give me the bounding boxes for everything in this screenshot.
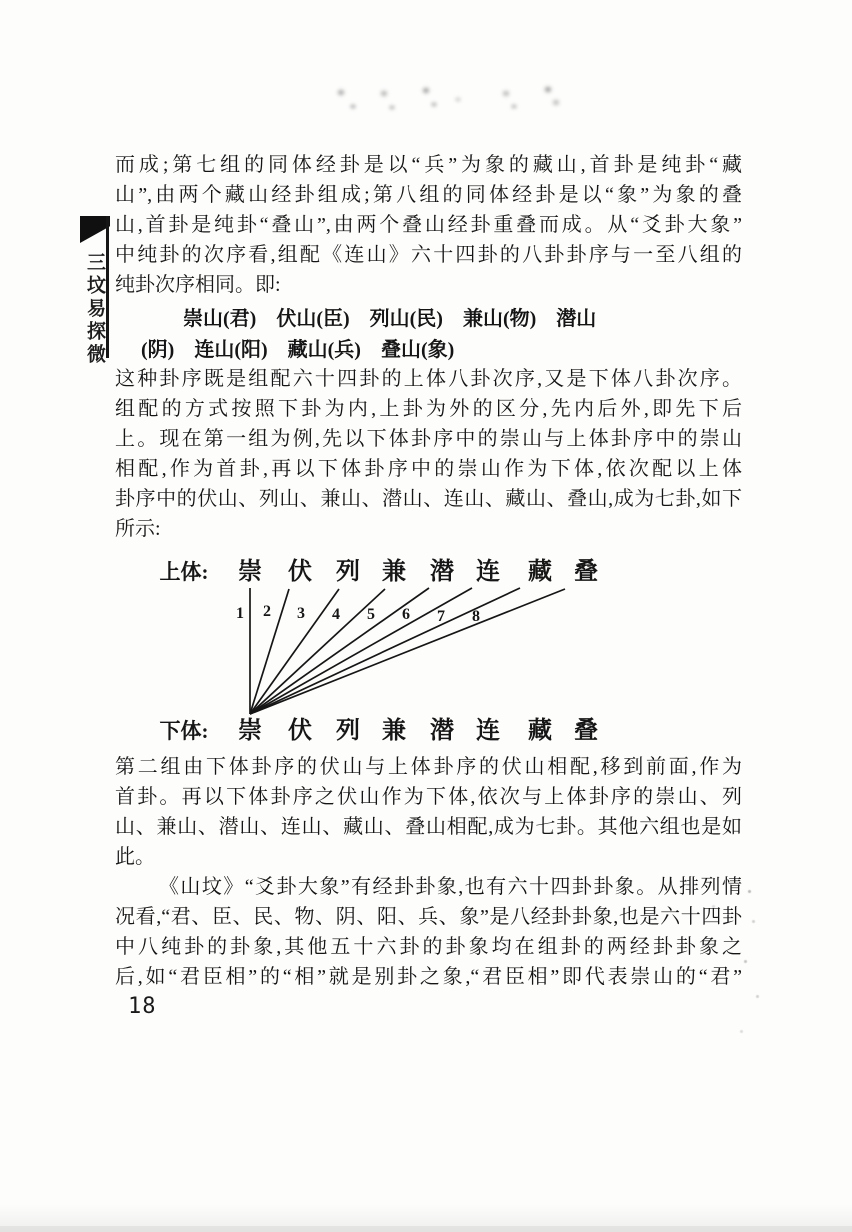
- book-title-vertical: 三坟易探微: [84, 252, 105, 367]
- mapping-line-7: [250, 588, 520, 714]
- upper-trigram-3: 列: [336, 559, 360, 585]
- lower-trigram-5: 潜: [430, 718, 454, 744]
- line-number-3: 3: [297, 605, 305, 622]
- text-line: 山”,由两个藏山经卦组成;第八组的同体经卦是以“象”为象的叠: [115, 184, 742, 206]
- line-number-5: 5: [367, 606, 375, 623]
- paragraph-3: [115, 752, 742, 872]
- text-line: 后,如“君臣相”的“相”就是别卦之象,“君臣相”即代表崇山的“君”: [115, 966, 742, 988]
- lower-trigram-6: 连: [476, 718, 500, 744]
- paragraph-1: [115, 150, 742, 300]
- text-line: 山、兼山、潜山、连山、藏山、叠山相配,成为七卦。其他六组也是如: [115, 816, 742, 838]
- text-line: 而成;第七组的同体经卦是以“兵”为象的藏山,首卦是纯卦“藏: [115, 154, 742, 176]
- lower-body-label: 下体:: [159, 719, 209, 743]
- text-line: 纯卦次序相同。即:: [115, 274, 281, 296]
- text-line: 《山坟》“爻卦大象”有经卦卦象,也有六十四卦卦象。从排列情: [159, 876, 742, 898]
- text-line: 首卦。再以下体卦序之伏山作为下体,依次与上体卦序的崇山、列: [115, 786, 742, 808]
- upper-trigram-6: 连: [476, 559, 500, 585]
- text-line: 中纯卦的次序看,组配《连山》六十四卦的八卦卦序与一至八组的: [115, 244, 742, 266]
- text-line: 况看,“君、臣、民、物、阴、阳、兵、象”是八经卦卦象,也是六十四卦: [115, 906, 742, 928]
- lower-trigram-8: 叠: [574, 718, 598, 744]
- line-number-6: 6: [402, 606, 410, 623]
- line-number-1: 1: [236, 605, 244, 622]
- text-line: 上。现在第一组为例,先以下体卦序中的崇山与上体卦序中的崇山: [115, 428, 742, 450]
- page-number: 18: [128, 994, 157, 1019]
- text-line: (阴) 连山(阳) 藏山(兵) 叠山(象): [141, 339, 455, 361]
- upper-trigram-8: 叠: [574, 559, 598, 585]
- line-number-7: 7: [437, 608, 445, 625]
- lower-trigram-4: 兼: [382, 718, 406, 744]
- sequence-diagram: [140, 548, 700, 753]
- line-number-2: 2: [263, 603, 271, 620]
- trigram-sequence-list: [115, 304, 742, 366]
- upper-body-label: 上体:: [159, 560, 209, 584]
- text-line: 卦序中的伏山、列山、兼山、潜山、连山、藏山、叠山,成为七卦,如下: [115, 488, 742, 510]
- paragraph-2: [115, 364, 742, 544]
- paragraph-4: [115, 872, 742, 992]
- margin-tab-rule: [106, 216, 109, 358]
- upper-trigram-4: 兼: [382, 559, 406, 585]
- text-line: 山,首卦是纯卦“叠山”,由两个叠山经卦重叠而成。从“爻卦大象”: [115, 214, 742, 236]
- text-line: 此。: [115, 846, 155, 868]
- upper-trigram-5: 潜: [430, 559, 454, 585]
- text-line: 崇山(君) 伏山(臣) 列山(民) 兼山(物) 潜山: [183, 308, 597, 330]
- upper-trigram-1: 崇: [238, 559, 262, 585]
- line-number-8: 8: [472, 608, 480, 625]
- sequence-diagram-svg: [140, 548, 700, 753]
- text-line: 相配,作为首卦,再以下体卦序中的崇山作为下体,依次配以上体: [115, 458, 742, 480]
- upper-trigram-2: 伏: [288, 559, 312, 585]
- text-line: 这种卦序既是组配六十四卦的上体八卦次序,又是下体八卦次序。: [115, 368, 742, 390]
- scan-noise-speckles: [0, 0, 3, 3]
- text-line: 所示:: [115, 518, 161, 540]
- lower-trigram-2: 伏: [288, 718, 312, 744]
- upper-trigram-7: 藏: [528, 559, 552, 585]
- lower-trigram-3: 列: [336, 718, 360, 744]
- scan-bottom-edge: [0, 1226, 852, 1232]
- text-line: 组配的方式按照下卦为内,上卦为外的区分,先内后外,即先下后: [115, 398, 742, 420]
- lower-trigram-1: 崇: [238, 718, 262, 744]
- text-line: 第二组由下体卦序的伏山与上体卦序的伏山相配,移到前面,作为: [115, 756, 742, 778]
- line-number-4: 4: [332, 606, 340, 623]
- lower-trigram-7: 藏: [528, 718, 552, 744]
- text-line: 中八纯卦的卦象,其他五十六卦的卦象均在组卦的两经卦卦象之: [115, 936, 742, 958]
